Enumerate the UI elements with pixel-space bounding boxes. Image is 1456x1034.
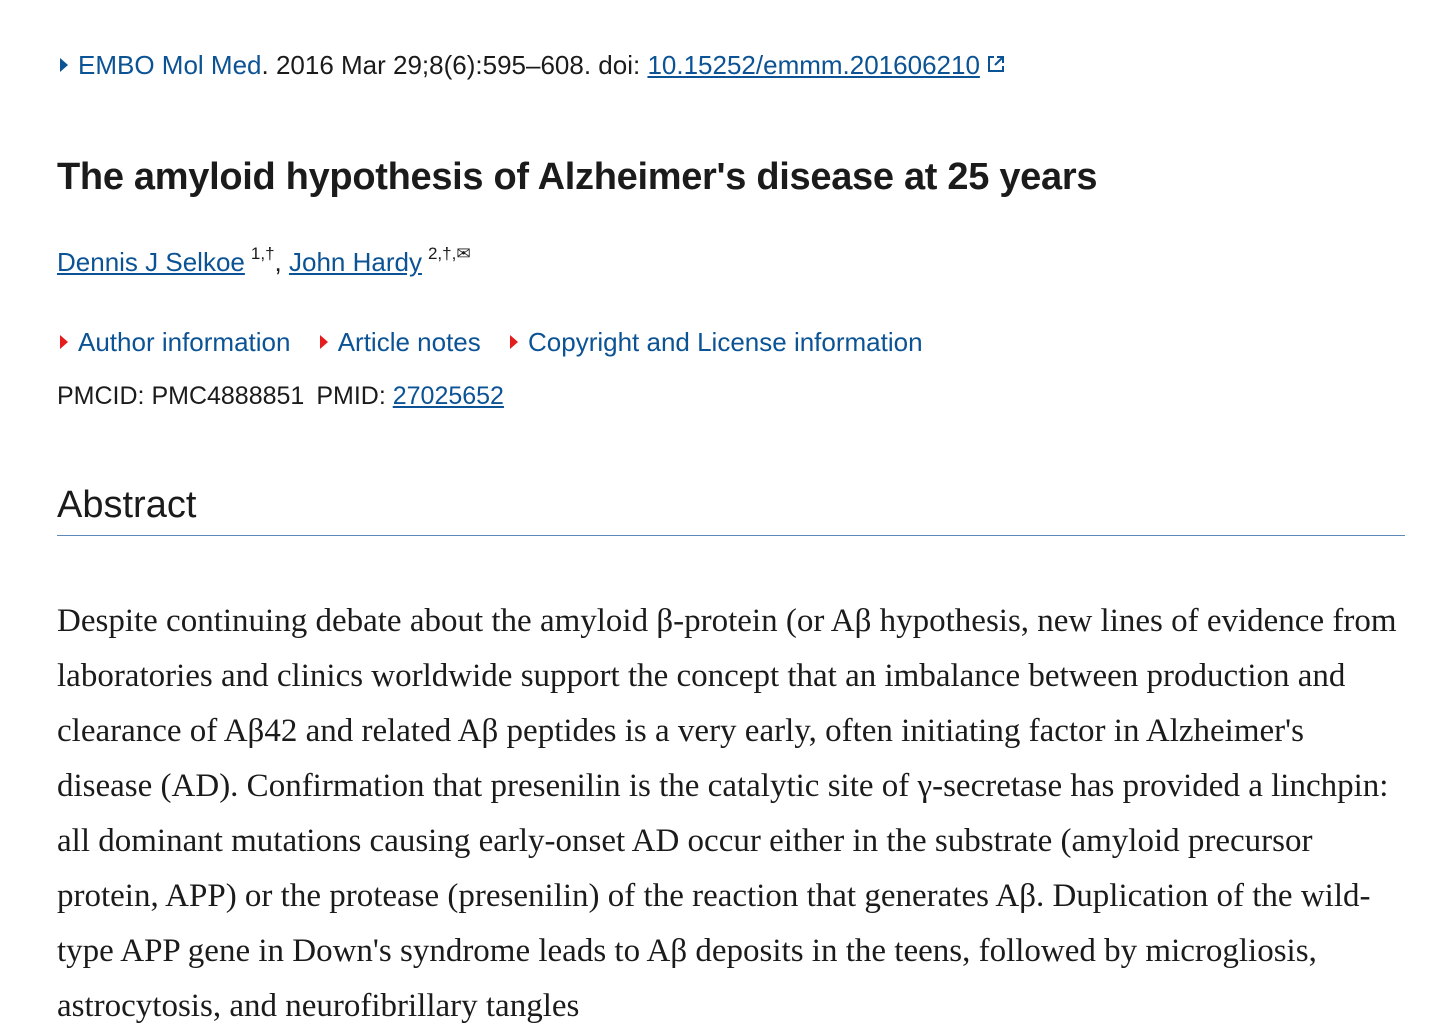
external-link-icon[interactable] [986,50,1006,81]
author-affiliation-marker: 2,†,✉ [427,244,471,263]
doi-link[interactable]: 10.15252/emmm.201606210 [647,50,980,80]
abstract-body: Despite continuing debate about the amyloid β-protein (or Aβ hypothesis, new lines of evidence from laboratories and clinics worldwide support the concept that an imbalance between production and clearance of Aβ42 and related Aβ peptides is a very early, often initiating factor in Alzheimer's disease (AD). Confirmation that presenilin is the catalytic site of γ-secretase has provided a linchpin: all dominant mutations causing early-onset AD occur either in the substrate (amyloid precursor protein, APP) or the protease (presenilin) of the reaction that generates Aβ. Duplication of the wild-type APP gene in Down's syndrome leads to Aβ deposits in the teens, followed by microgliosis, astrocytosis, and neurofibrillary tangles [57,603,1397,1024]
journal-link[interactable]: EMBO Mol Med [78,50,262,80]
caret-right-icon[interactable] [60,58,68,72]
pmid-label: PMID: [316,382,386,410]
abstract-heading: Abstract [57,484,1405,536]
author-list [57,244,471,278]
citation-details: . 2016 Mar 29;8(6):595–608. doi: [261,50,648,80]
caret-right-icon [60,335,68,349]
caret-right-icon [510,335,518,349]
article-notes-toggle[interactable]: Article notes [320,327,481,358]
article-title: The amyloid hypothesis of Alzheimer's disease at 25 years [57,156,1098,198]
article-identifiers [57,382,504,411]
author-link-selkoe[interactable]: Dennis J Selkoe [57,247,245,277]
author-link-hardy[interactable]: John Hardy [289,247,422,277]
caret-right-icon [320,335,328,349]
author-information-toggle[interactable]: Author information [60,327,290,358]
author-affiliation-marker: 1,† [250,244,275,263]
info-toggles [60,327,945,358]
citation-line [60,50,1006,83]
author-separator: , [274,247,282,277]
copyright-license-toggle[interactable]: Copyright and License information [510,327,923,358]
pmcid: PMCID: PMC4888851 [57,382,305,410]
pmid-link[interactable]: 27025652 [392,382,504,410]
